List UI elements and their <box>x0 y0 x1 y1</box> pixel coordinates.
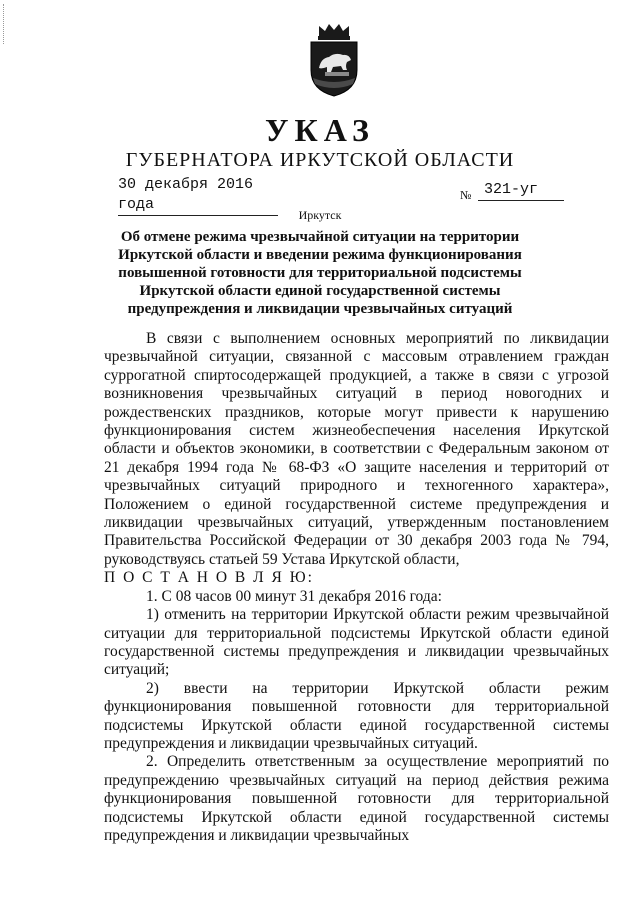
document-body <box>104 330 609 845</box>
decree-date: 30 декабря 2016 года <box>118 175 278 216</box>
scan-margin-marks <box>3 4 7 44</box>
clause-1: 1. С 08 часов 00 минут 31 декабря 2016 года: <box>146 587 442 605</box>
decree-word: П О С Т А Н О В Л Я Ю: <box>104 569 314 587</box>
intro-paragraph: В связи с выполнением основных мероприятий по ликвидации чрезвычайной ситуации, связанной с массовым отравлением граждан суррогатной спиртосодержащей продукцией, а также в связи с угрозой возникновения чрезвычайных ситуаций в период новогодних и рождественских праздников, которые могут привести к нарушению функционирования систем жизнеобеспечения населения Иркутской области и объектов экономики, в соответствии с Федеральным законом от 21 декабря 1994 года № 68-ФЗ «О защите населения и территорий от чрезвычайных ситуаций природного и техногенного характера», Положением о единой государственной системе предупреждения и ликвидации чрезвычайных ситуаций, утвержденным постановлением Правительства Российской Федерации от 30 декабря 2003 года № 794, руководствуясь статьей 59 Устава Иркутской области, <box>104 330 609 568</box>
decree-number: 321-уг <box>478 180 564 201</box>
clause-1-item-1: 1) отменить на территории Иркутской области режим чрезвычайной ситуации для территориальной подсистемы Иркутской области единой государственной системы предупреждения и ликвидации чрезвычайных ситуаций; <box>104 606 609 679</box>
clause-1-item-2: 2) ввести на территории Иркутской области режим функционирования повышенной готовности для территориальной подсистемы Иркутской области единой государственной системы предупреждения и ликвидации чрезвычайных ситуаций. <box>104 679 609 752</box>
decree-title: УКАЗ <box>265 112 375 148</box>
document-heading: Об отмене режима чрезвычайной ситуации на территории Иркутской области и введении режима функционирования повышенной готовности для территориальной подсистемы Иркутской области единой государственной системы предупреждения и ликвидации чрезвычайных ситуаций <box>118 229 522 317</box>
issuer-title: ГУБЕРНАТОРА ИРКУТСКОЙ ОБЛАСТИ <box>125 149 515 171</box>
issue-city: Иркутск <box>298 208 342 222</box>
clause-2: 2. Определить ответственным за осуществление мероприятий по предупреждению чрезвычайных ситуаций на период действия режима функционирования повышенной готовности для территориальной подсистемы Иркутской области единой государственной системы предупреждения и ликвидации чрезвычайных <box>104 753 609 844</box>
number-sign: № <box>460 188 472 202</box>
coat-of-arms-icon <box>305 22 363 98</box>
